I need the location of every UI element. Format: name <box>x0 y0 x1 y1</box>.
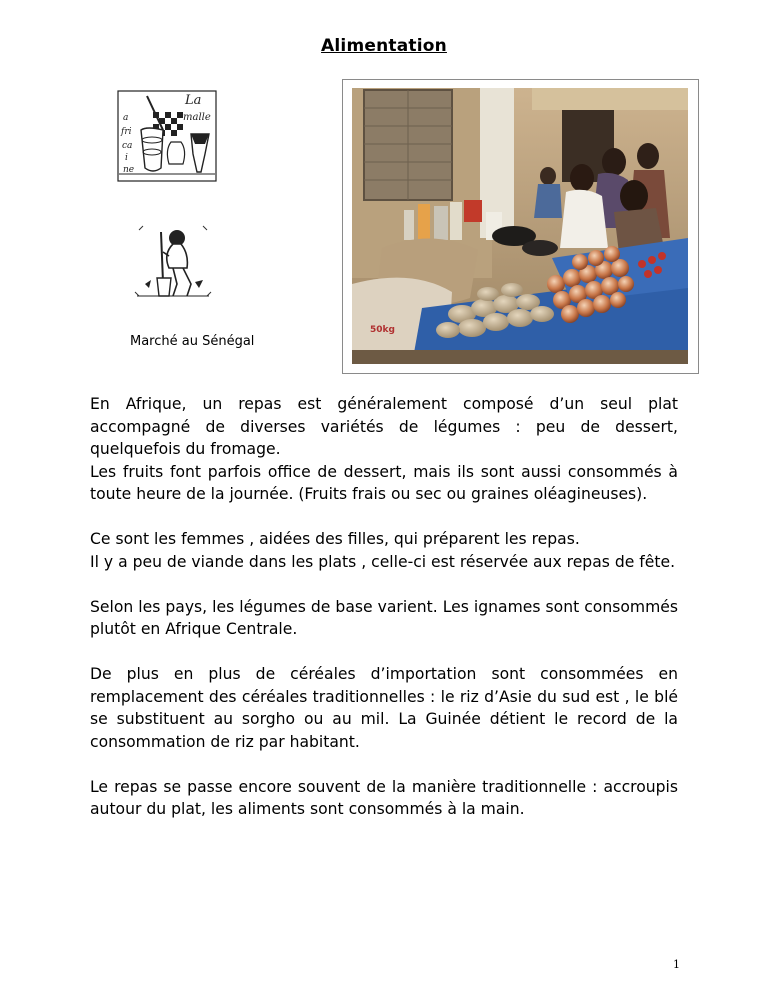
svg-text:malle: malle <box>183 112 211 123</box>
paragraph-base-vegetables: Selon les pays, les légumes de base varient. Les ignames sont consommés plutôt en Afrique Centrale. <box>90 597 678 638</box>
svg-text:fri: fri <box>121 127 132 137</box>
svg-text:i: i <box>125 153 128 163</box>
text-line: Les fruits font parfois office de dessert, mais ils sont aussi consommés à toute heure de la journée. (Fruits frais ou sec ou graines oléagineuses). <box>90 462 678 503</box>
la-malle-africaine-logo <box>117 90 217 182</box>
text-line: Il y a peu de viande dans les plats , celle-ci est réservée aux repas de fête. <box>90 552 676 571</box>
text-line: Ce sont les femmes , aidées des filles, qui préparent les repas. <box>90 530 580 548</box>
paragraph-meal-composition <box>90 393 678 506</box>
senegal-market-photo <box>352 88 688 364</box>
paragraph-women-cooking <box>90 528 678 573</box>
svg-text:50kg: 50kg <box>370 325 395 335</box>
photo-caption: Marché au Sénégal <box>130 334 255 349</box>
article-body <box>90 393 678 843</box>
page-number: 1 <box>673 958 680 971</box>
paragraph-traditional-meal: Le repas se passe encore souvent de la manière traditionnelle : accroupis autour du plat, les aliments sont consommés à la main. <box>90 777 678 818</box>
text-line: En Afrique, un repas est généralement composé d’un seul plat accompagné de diverses variétés de légumes : peu de dessert, quelquefois du fromage. <box>90 395 678 458</box>
svg-text:La: La <box>185 93 202 108</box>
photo-frame <box>342 79 699 374</box>
woman-pounding-sketch <box>133 222 213 300</box>
page-title: Alimentation <box>321 36 447 56</box>
svg-text:ca: ca <box>122 141 133 151</box>
paragraph-imported-cereals: De plus en plus de céréales d’importation sont consommées en remplacement des céréales traditionnelles : le riz d’Asie du sud est , le blé se substituent au sorgho ou au mil. La Guinée détient le record de la consommation de riz par habitant. <box>90 665 678 751</box>
svg-text:ne: ne <box>123 165 135 175</box>
svg-text:a: a <box>123 113 129 123</box>
